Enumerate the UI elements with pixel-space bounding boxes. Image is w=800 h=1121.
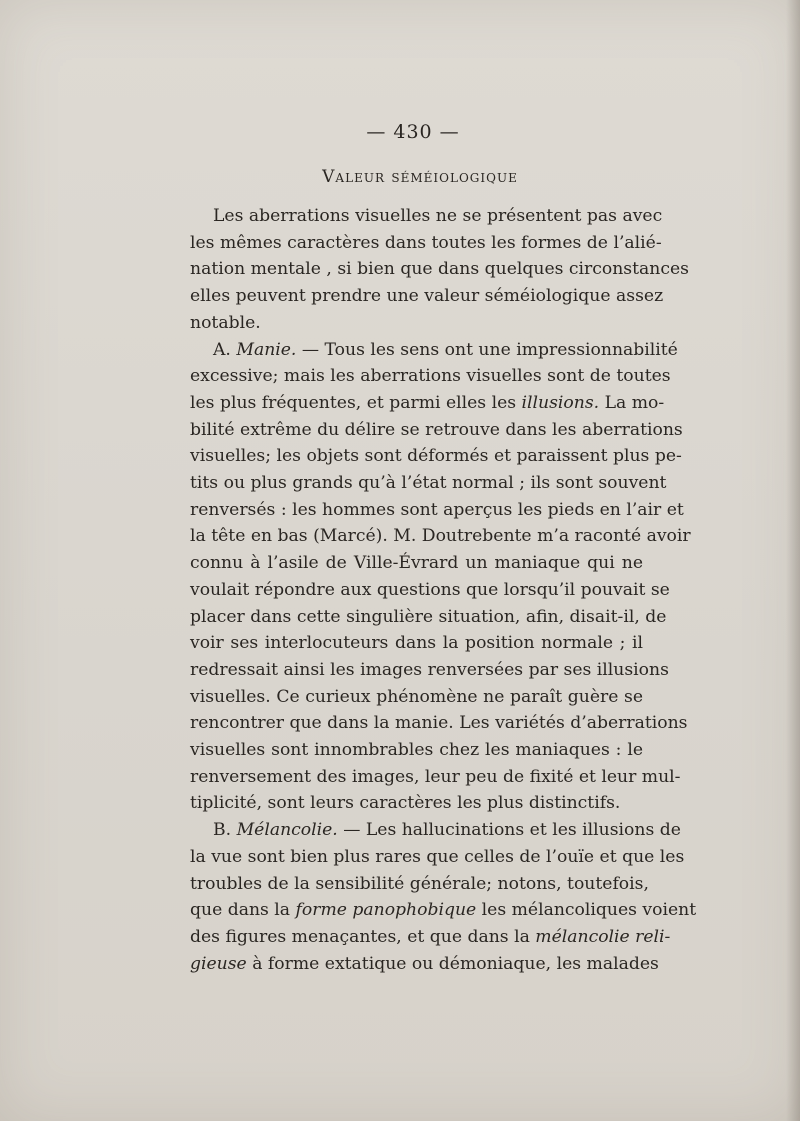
italic-term: Manie. bbox=[236, 339, 297, 360]
page-number: — 430 — bbox=[366, 121, 460, 143]
text-line: visuelles; les objets sont déformés et paraissent plus pe- bbox=[190, 446, 682, 467]
text-line: redressait ainsi les images renversées par ses illusions bbox=[190, 659, 669, 680]
text-line bbox=[190, 817, 681, 844]
text-line: elles peuvent prendre une valeur séméiologique assez bbox=[190, 286, 664, 307]
text-line bbox=[190, 337, 678, 364]
text-line: bilité extrême du délire se retrouve dans les aberrations bbox=[190, 419, 683, 440]
text-line: placer dans cette singulière situation, afin, disait-il, de bbox=[190, 606, 667, 627]
text-line: renversement des images, leur peu de fixité et leur mul- bbox=[190, 766, 681, 787]
text-line: la tête en bas (Marcé). M. Doutrebente m’a raconté avoir bbox=[190, 526, 691, 547]
italic-term: Mélancolie. bbox=[236, 820, 338, 841]
text-line: rencontrer que dans la manie. Les variétés d’aberrations bbox=[190, 713, 688, 734]
text-line bbox=[190, 924, 671, 951]
text-line: connu à l’asile de Ville-Évrard un maniaque qui ne bbox=[190, 553, 643, 574]
text-line: nation mentale , si bien que dans quelques circonstances bbox=[190, 259, 689, 280]
italic-term: forme panophobique bbox=[295, 900, 477, 921]
text-line bbox=[190, 897, 697, 924]
text-line: visuelles. Ce curieux phénomène ne paraît guère se bbox=[190, 686, 643, 707]
text-segment: — Tous les sens ont une impressionnabilité bbox=[296, 339, 678, 360]
text-line: excessive; mais les aberrations visuelles sont de toutes bbox=[190, 366, 671, 387]
text-segment: — Les hallucinations et les illusions de bbox=[337, 820, 681, 841]
text-line: les mêmes caractères dans toutes les formes de l’alié- bbox=[190, 232, 662, 253]
text-segment: les mélancoliques voient bbox=[476, 900, 697, 921]
text-line: tiplicité, sont leurs caractères les plus distinctifs. bbox=[190, 793, 621, 814]
text-line: Les aberrations visuelles ne se présentent pas avec bbox=[213, 206, 663, 226]
text-segment: B. bbox=[213, 820, 237, 841]
text-segment: à forme extatique ou démoniaque, les malades bbox=[246, 953, 659, 974]
text-segment: La mo- bbox=[599, 392, 665, 413]
text-line: voulait répondre aux questions que lorsqu’il pouvait se bbox=[190, 579, 670, 600]
text-line: la vue sont bien plus rares que celles de l’ouïe et que les bbox=[190, 846, 685, 867]
text-segment: A. bbox=[213, 339, 237, 360]
text-line: renversés : les hommes sont aperçus les pieds en l’air et bbox=[190, 499, 684, 520]
text-line: troubles de la sensibilité générale; notons, toutefois, bbox=[190, 873, 649, 894]
italic-term: gieuse bbox=[190, 953, 247, 974]
section-title: Valeur séméiologique bbox=[322, 167, 518, 187]
text-line: tits ou plus grands qu’à l’état normal ; ils sont souvent bbox=[190, 473, 667, 494]
text-line bbox=[190, 390, 665, 417]
text-line bbox=[190, 951, 659, 978]
text-line: voir ses interlocuteurs dans la position normale ; il bbox=[190, 633, 643, 654]
text-segment: des figures menaçantes, et que dans la bbox=[190, 926, 536, 947]
italic-term: illusions. bbox=[521, 392, 600, 413]
text-line: visuelles sont innombrables chez les maniaques : le bbox=[190, 740, 643, 761]
text-line: notable. bbox=[190, 312, 261, 333]
text-segment: les plus fréquentes, et parmi elles les bbox=[190, 392, 522, 413]
italic-term: mélancolie reli- bbox=[535, 926, 671, 947]
text-segment: que dans la bbox=[190, 900, 296, 921]
body-text bbox=[190, 203, 697, 977]
